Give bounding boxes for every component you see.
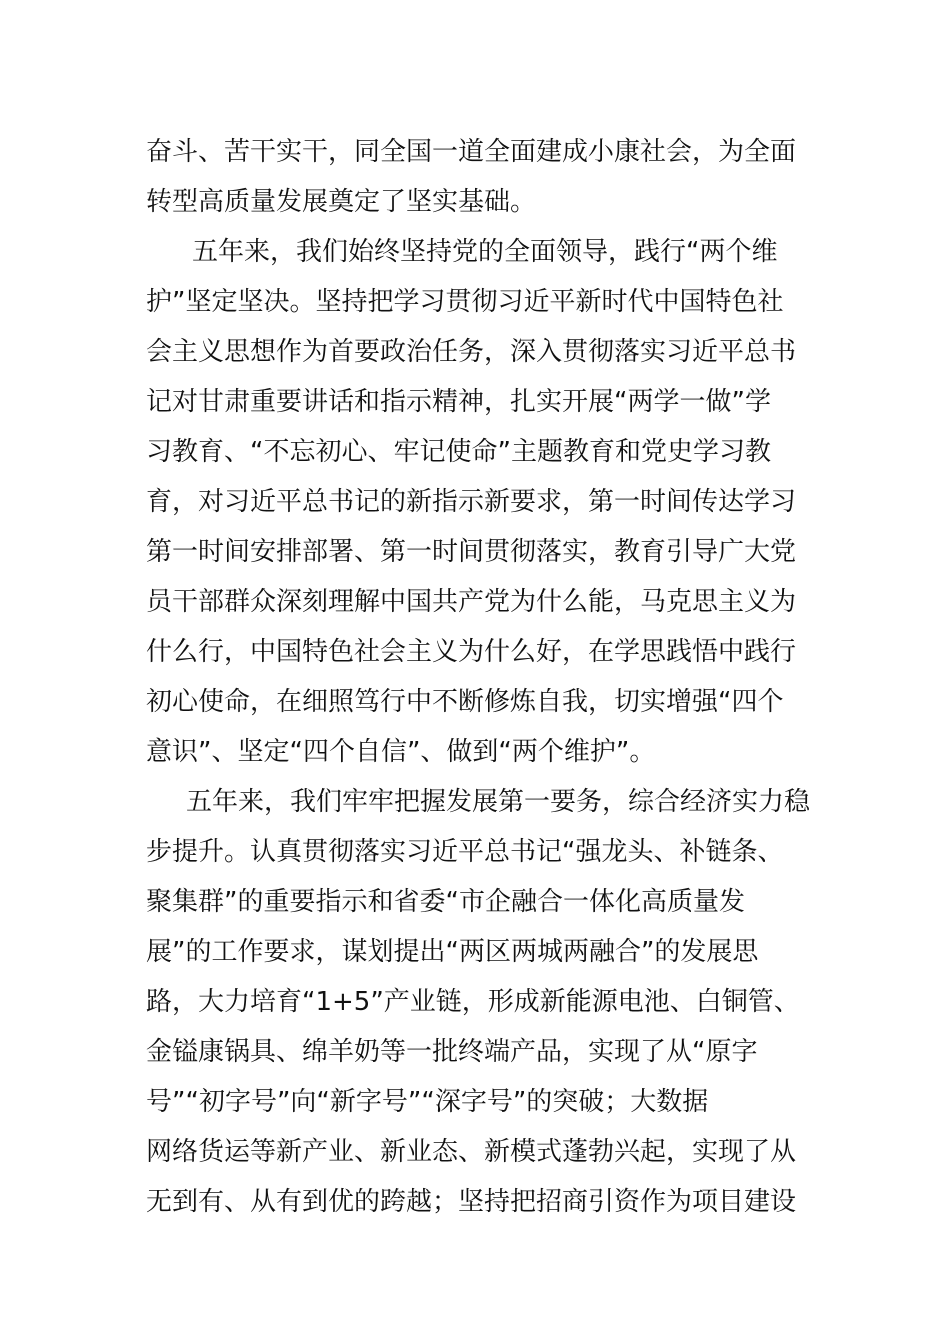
paragraph-2-line-10: 初心使命，在细照笃行中不断修炼自我，切实增强“四个 xyxy=(146,687,784,717)
paragraph-2-line-5: 习教育、“不忘初心、牢记使命”主题教育和党史学习教 xyxy=(146,437,771,467)
paragraph-3-line-3: 聚集群”的重要指示和省委“市企融合一体化高质量发 xyxy=(146,887,745,917)
paragraph-2-line-4: 记对甘肃重要讲话和指示精神，扎实开展“两学一做”学 xyxy=(146,387,771,417)
paragraph-3-line-7: 号”“初字号”向“新字号”“深字号”的突破；大数据 xyxy=(146,1087,709,1117)
paragraph-2-line-1: 五年来，我们始终坚持党的全面领导，践行“两个维 xyxy=(192,237,778,267)
paragraph-3-line-4: 展”的工作要求，谋划提出“两区两城两融合”的发展思 xyxy=(146,937,759,967)
paragraph-1-line-2: 转型高质量发展奠定了坚实基础。 xyxy=(146,187,537,217)
paragraph-3-line-1: 五年来，我们牢牢把握发展第一要务，综合经济实力稳 xyxy=(186,787,811,817)
paragraph-3-line-8: 网络货运等新产业、新业态、新模式蓬勃兴起，实现了从 xyxy=(146,1137,797,1167)
paragraph-2-line-6: 育，对习近平总书记的新指示新要求，第一时间传达学习 xyxy=(146,487,797,517)
paragraph-2-line-9: 什么行，中国特色社会主义为什么好，在学思践悟中践行 xyxy=(146,637,797,667)
paragraph-3-line-9: 无到有、从有到优的跨越；坚持把招商引资作为项目建设 xyxy=(146,1187,797,1217)
paragraph-2-line-2: 护”坚定坚决。坚持把学习贯彻习近平新时代中国特色社 xyxy=(146,287,784,317)
paragraph-2-line-8: 员干部群众深刻理解中国共产党为什么能，马克思主义为 xyxy=(146,587,797,617)
paragraph-3-line-5: 路，大力培育“1+5”产业链，形成新能源电池、白铜管、 xyxy=(146,987,800,1017)
paragraph-2-line-3: 会主义思想作为首要政治任务，深入贯彻落实习近平总书 xyxy=(146,337,797,367)
paragraph-3-line-2: 步提升。认真贯彻落实习近平总书记“强龙头、补链条、 xyxy=(146,837,784,867)
paragraph-2-line-7: 第一时间安排部署、第一时间贯彻落实，教育引导广大党 xyxy=(146,537,797,567)
paragraph-1-line-1: 奋斗、苦干实干，同全国一道全面建成小康社会，为全面 xyxy=(146,137,797,167)
paragraph-3-line-6: 金镒康锅具、绵羊奶等一批终端产品，实现了从“原字 xyxy=(146,1037,758,1067)
paragraph-2-line-11: 意识”、坚定“四个自信”、做到“两个维护”。 xyxy=(146,737,656,767)
